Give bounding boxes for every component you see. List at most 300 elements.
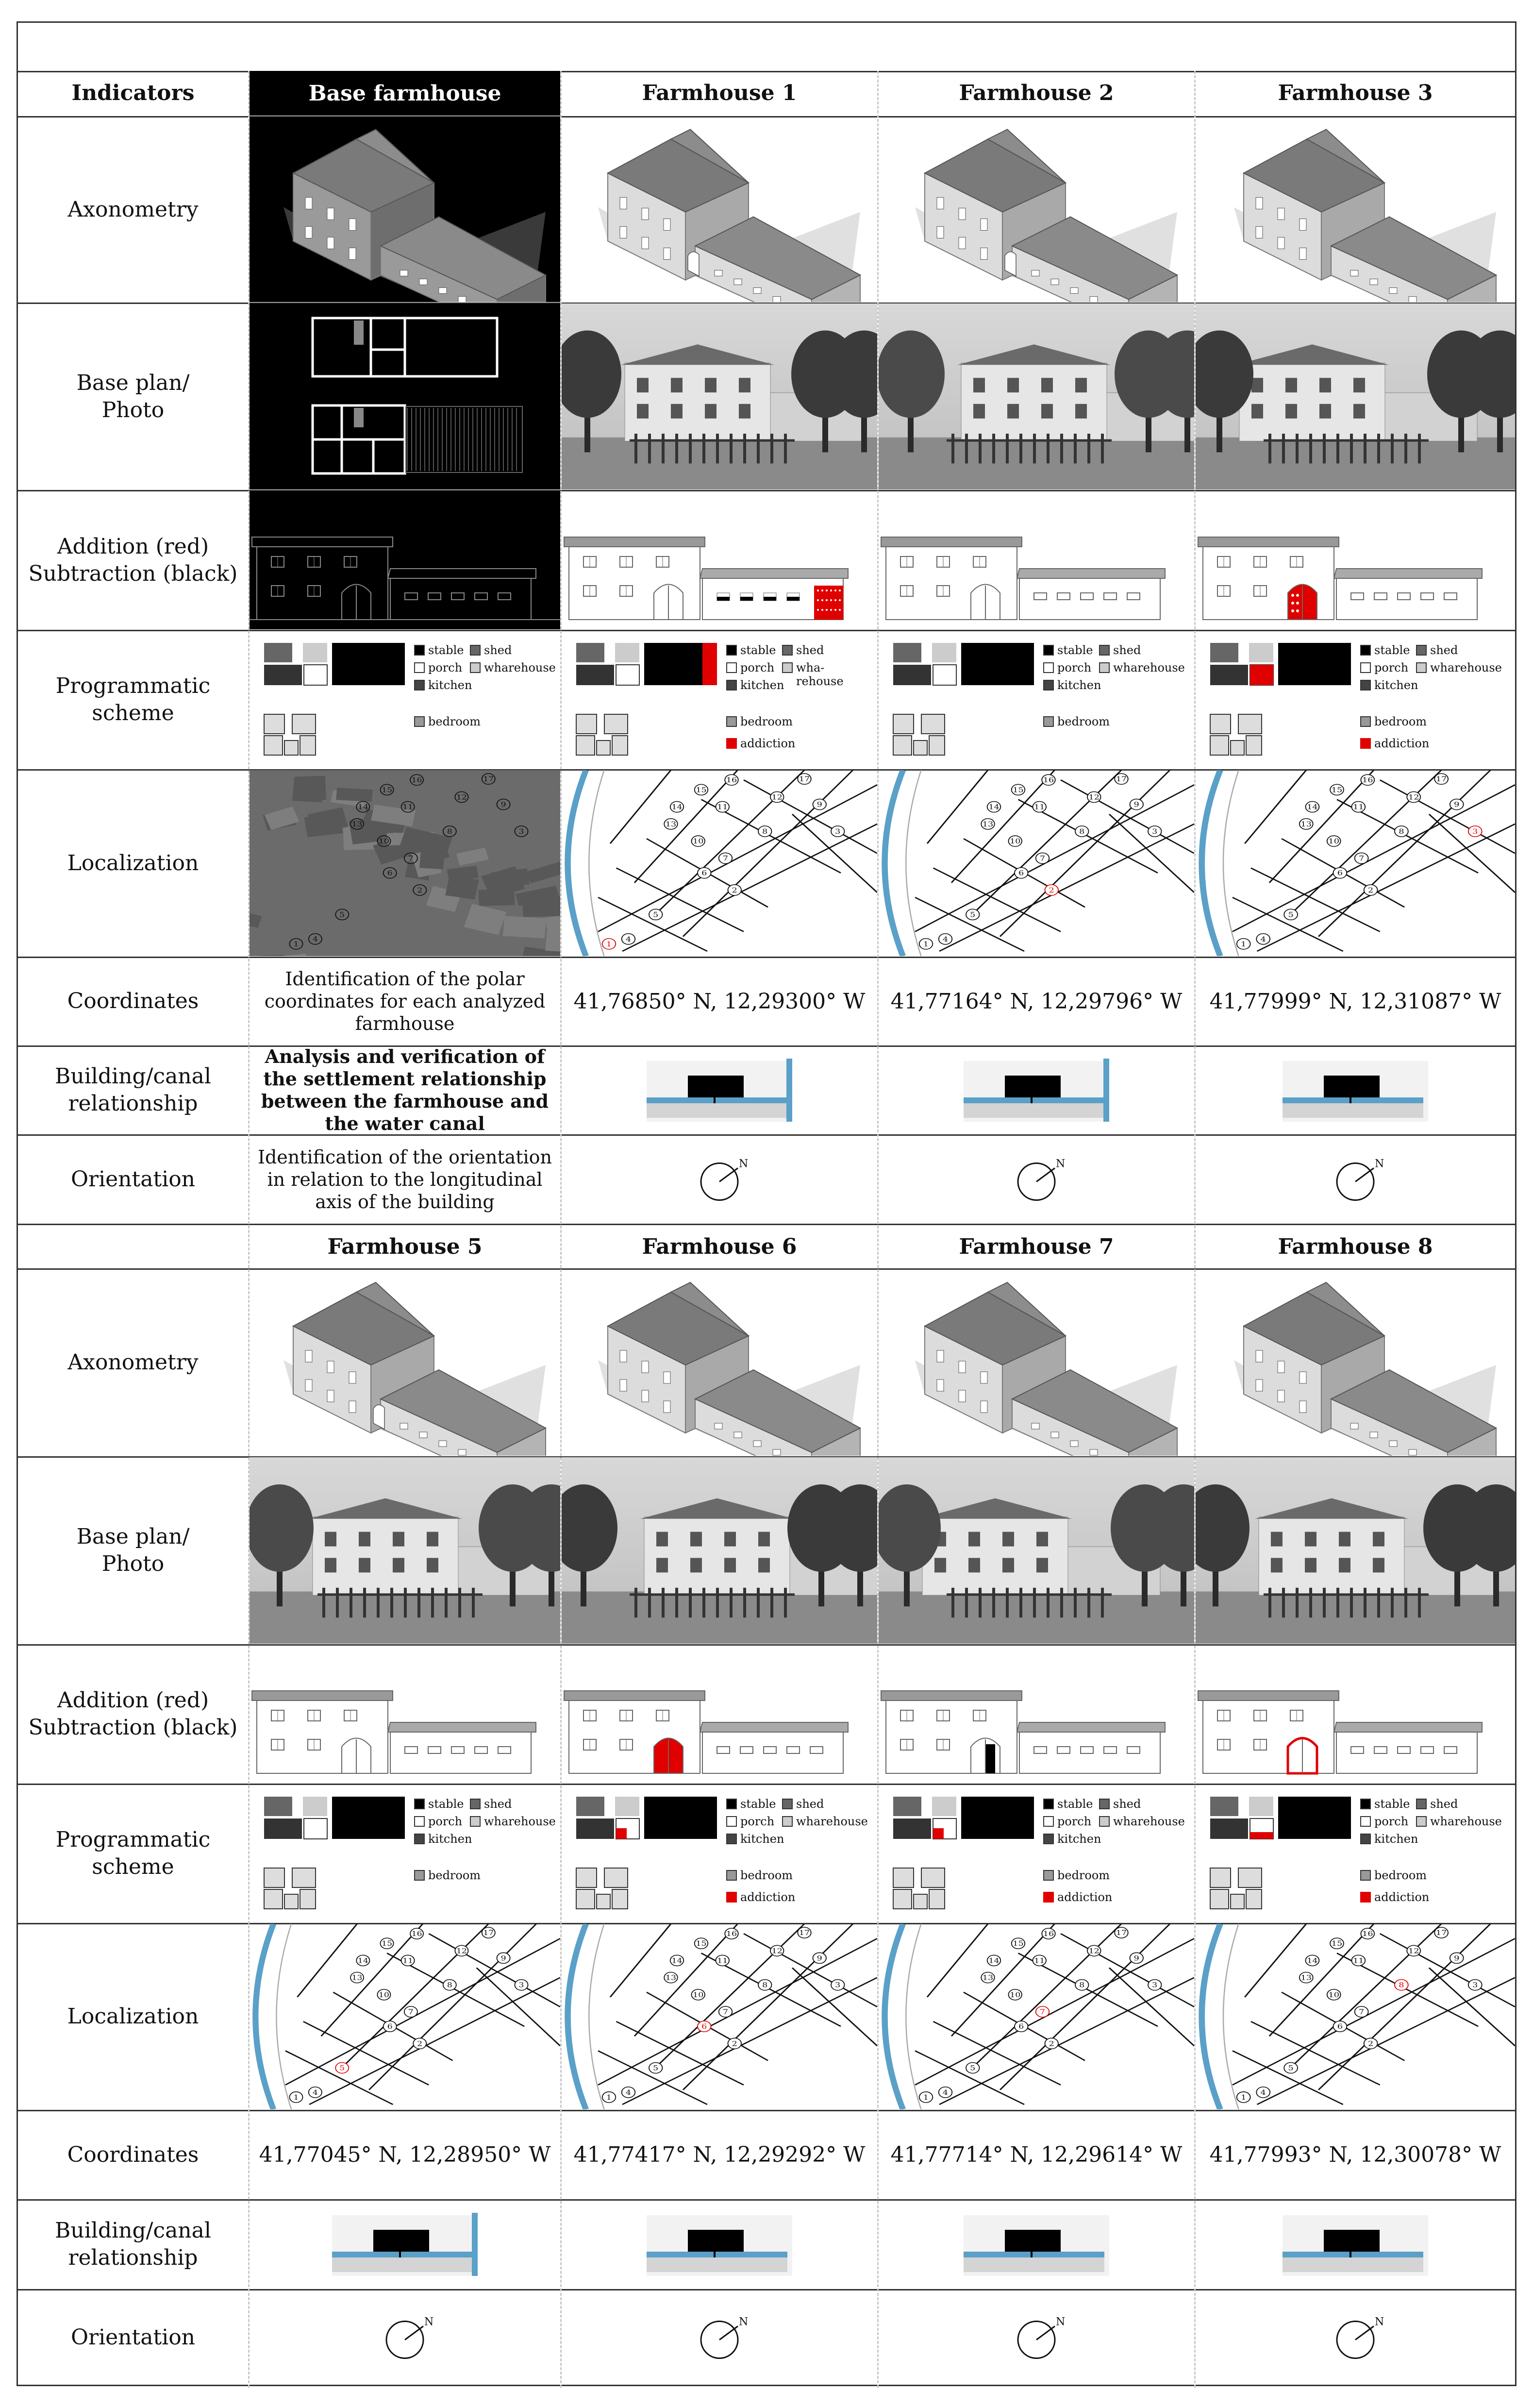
map-number: 4 (942, 935, 949, 943)
map-number: 7 (408, 854, 414, 863)
farmhouse-photo (879, 1457, 1194, 1644)
programmatic-cell (562, 631, 877, 769)
elevation-drawing (1196, 491, 1515, 629)
north-label: N (1056, 1158, 1066, 1170)
legend-label: kitchen (428, 1832, 472, 1846)
column-header: Base farmhouse (250, 71, 560, 116)
indicator-label: Addition (red) (57, 1688, 209, 1713)
canal-desc (250, 1046, 560, 1134)
indicator-axonometry (18, 1269, 248, 1456)
north-label: N (1056, 2316, 1066, 2328)
column-header: Farmhouse 3 (1278, 80, 1433, 105)
legend-label: porch (1057, 661, 1092, 674)
map-number: 5 (970, 910, 976, 919)
legend-label: porch (428, 1815, 463, 1828)
map-number: 14 (1307, 803, 1318, 811)
localization-cell (562, 770, 877, 956)
column-header: Farmhouse 2 (959, 80, 1114, 105)
orientation-cell (879, 2290, 1194, 2385)
coordinates-value (1196, 958, 1515, 1045)
legend-label: kitchen (1057, 678, 1101, 692)
cell-text: 41,77164° N, 12,29796° W (890, 989, 1183, 1014)
map-number: 15 (382, 785, 393, 794)
map-number: 11 (1034, 803, 1045, 811)
map-number: 14 (1307, 1956, 1318, 1965)
indicator-label: Axonometry (67, 1350, 199, 1375)
map-number: 13 (1300, 820, 1312, 828)
canal-cell (879, 1046, 1194, 1134)
legend-label: bedroom (428, 715, 481, 728)
map-number: 10 (1010, 1990, 1021, 1999)
coordinates-value (879, 2111, 1194, 2199)
map-number: 8 (447, 1981, 452, 1989)
map-number: 15 (696, 786, 707, 794)
photo-cell (879, 303, 1194, 489)
map-number: 17 (799, 1928, 810, 1937)
cell-text: Identification of the orientation in relation to the longitudinal axis of the building (257, 1146, 552, 1212)
legend-label: kitchen (740, 678, 784, 692)
north-arrow-icon (879, 2290, 1194, 2385)
axonometry-cell (879, 117, 1194, 302)
column-header: Farmhouse 5 (327, 1234, 483, 1259)
localization-cell (562, 1924, 877, 2109)
elevation-cell (250, 1645, 560, 1783)
map-number: 5 (339, 2064, 345, 2072)
programmatic-scheme (562, 1785, 877, 1922)
map-number: 1 (606, 940, 612, 948)
map-number: 5 (970, 2064, 976, 2072)
map-number: 13 (982, 820, 994, 828)
cell-text: Identification of the polar coordinates for each analyzed farmhouse (264, 968, 546, 1034)
programmatic-cell (879, 631, 1194, 769)
map-number: 12 (1088, 793, 1100, 802)
map-number: 4 (312, 2088, 318, 2097)
photo-cell (1196, 1457, 1515, 1644)
cell-text: Analysis and verification of the settlement relationship between the farmhouse and the water canal (261, 1046, 549, 1134)
elevation-cell (879, 1645, 1194, 1783)
map-number: 16 (1362, 775, 1373, 784)
axonometry-cell (250, 1269, 560, 1456)
map-number: 9 (816, 800, 822, 809)
column-header: Farmhouse 6 (642, 1234, 797, 1259)
orientation-cell (879, 1135, 1194, 1223)
canal-relationship-diagram (562, 2200, 877, 2289)
canal-cell (1196, 1046, 1515, 1134)
map-number: 5 (653, 2064, 659, 2072)
elevation-cell (250, 491, 560, 629)
map-number: 2 (1049, 886, 1054, 894)
elevation-cell (1196, 491, 1515, 629)
legend-label: wharehouse (484, 661, 556, 674)
orientation-cell (562, 1135, 877, 1223)
indicator-building-canal (18, 1046, 248, 1134)
axonometry-cell (562, 117, 877, 302)
indicator-localization (18, 1924, 248, 2109)
map-number: 17 (1435, 775, 1447, 783)
cell-text: 41,77993° N, 12,30078° W (1209, 2142, 1501, 2167)
legend-label: porch (428, 661, 463, 674)
programmatic-cell (1196, 1785, 1515, 1922)
farmhouse-photo (562, 1457, 877, 1644)
map-number: 11 (1034, 1956, 1045, 1965)
elevation-drawing (879, 1645, 1194, 1783)
localization-cell (1196, 770, 1515, 956)
legend-label: shed (484, 643, 512, 657)
indicator-building-canal (18, 2200, 248, 2289)
legend-label: stable (1057, 1797, 1093, 1811)
map-number: 7 (722, 2007, 729, 2016)
map-number: 1 (1241, 940, 1247, 948)
photo-cell (1196, 303, 1515, 489)
indicator-label: Localization (67, 2004, 199, 2029)
indicator-base-plan-photo (18, 303, 248, 489)
map-number: 7 (722, 854, 729, 863)
legend-label: wharehouse (1113, 1815, 1185, 1828)
indicator-label: Base plan/ (76, 1524, 190, 1549)
legend-label: kitchen (1057, 1832, 1101, 1846)
orientation-cell (250, 2290, 560, 2385)
elevation-drawing (879, 491, 1194, 629)
map-number: 17 (483, 1928, 494, 1937)
legend-label: addiction (1057, 1890, 1113, 1904)
legend-label: bedroom (428, 1869, 481, 1882)
map-number: 9 (1133, 800, 1139, 809)
indicator-axonometry (18, 117, 248, 302)
indicator-addition-subtraction (18, 491, 248, 629)
axonometry-drawing (250, 117, 560, 302)
localization-map (1196, 1924, 1515, 2109)
legend-label: bedroom (740, 1869, 793, 1882)
map-number: 11 (402, 803, 414, 811)
map-number: 9 (1133, 1954, 1139, 1962)
localization-cell (879, 770, 1194, 956)
coordinates-value (562, 2111, 877, 2199)
map-number: 4 (312, 935, 318, 943)
indicator-orientation (18, 1135, 248, 1223)
north-arrow-icon (562, 2290, 877, 2385)
legend-label: porch (1374, 661, 1409, 674)
indicator-base-plan-photo (18, 1457, 248, 1644)
programmatic-scheme (879, 631, 1194, 769)
map-number: 11 (717, 1956, 728, 1965)
map-number: 4 (1260, 2088, 1266, 2097)
map-number: 15 (1331, 786, 1343, 794)
orientation-cell (562, 2290, 877, 2385)
map-number: 5 (1288, 910, 1294, 919)
map-number: 1 (293, 2093, 299, 2102)
map-number: 11 (402, 1956, 414, 1965)
map-number: 6 (1018, 2022, 1024, 2031)
base-plan-cell (250, 303, 560, 489)
legend-label: bedroom (1374, 715, 1427, 728)
map-number: 1 (923, 2093, 929, 2102)
orientation-cell (1196, 1135, 1515, 1223)
legend-label: stable (428, 643, 464, 657)
north-arrow-icon (562, 1135, 877, 1223)
column-header: Farmhouse 8 (1278, 1234, 1433, 1259)
north-arrow-icon (879, 1135, 1194, 1223)
map-number: 6 (1337, 2022, 1343, 2031)
cell-text: 41,77417° N, 12,29292° W (573, 2142, 866, 2167)
elevation-drawing (1196, 1645, 1515, 1783)
map-number: 3 (835, 1981, 841, 1989)
map-number: 8 (447, 827, 452, 836)
north-arrow-icon (1196, 1135, 1515, 1223)
legend-label: bedroom (1057, 1869, 1110, 1882)
map-number: 4 (625, 2088, 632, 2097)
map-number: 15 (696, 1939, 707, 1948)
axonometry-drawing (250, 1269, 560, 1456)
indicator-label: Photo (101, 397, 165, 422)
indicator-label: Orientation (70, 2324, 196, 2350)
axonometry-drawing (562, 1269, 877, 1456)
map-number: 13 (665, 820, 677, 828)
indicator-label: Axonometry (67, 197, 199, 222)
map-number: 6 (387, 869, 393, 877)
map-number: 16 (726, 775, 737, 784)
axonometry-cell (562, 1269, 877, 1456)
indicator-programmatic-scheme (18, 1785, 248, 1922)
legend-label: addiction (1374, 1890, 1430, 1904)
canal-relationship-diagram (1196, 2200, 1515, 2289)
map-number: 9 (1454, 800, 1460, 809)
indicator-label: Coordinates (67, 2142, 199, 2167)
indicator-label: Programmatic (55, 1827, 211, 1852)
map-number: 14 (671, 1956, 683, 1965)
indicator-label: Programmatic (55, 674, 211, 698)
map-number: 4 (942, 2088, 949, 2097)
map-number: 3 (1152, 827, 1158, 836)
legend-label: kitchen (1374, 678, 1418, 692)
legend-label: porch (1374, 1815, 1409, 1828)
photo-cell (562, 303, 877, 489)
map-number: 2 (417, 886, 423, 894)
map-number: 6 (387, 2022, 393, 2031)
indicator-coordinates (18, 2111, 248, 2199)
legend-label: addiction (740, 737, 796, 750)
map-number: 3 (835, 827, 841, 836)
indicator-addition-subtraction (18, 1645, 248, 1783)
legend-label: stable (740, 1797, 776, 1811)
map-number: 2 (1368, 2039, 1374, 2048)
map-number: 7 (1039, 854, 1046, 863)
elevation-cell (879, 491, 1194, 629)
map-number: 12 (771, 793, 783, 802)
canal-cell (250, 2200, 560, 2289)
axonometry-cell (1196, 117, 1515, 302)
map-number: 3 (1152, 1981, 1158, 1989)
programmatic-scheme (1196, 1785, 1515, 1922)
programmatic-cell (250, 631, 560, 769)
map-number: 4 (1260, 935, 1266, 943)
map-number: 8 (1399, 827, 1404, 836)
map-number: 14 (357, 803, 368, 811)
localization-cell (1196, 1924, 1515, 2109)
map-number: 10 (378, 1990, 389, 1999)
map-number: 7 (1039, 2007, 1046, 2016)
map-number: 1 (606, 2093, 612, 2102)
map-number: 10 (1328, 837, 1339, 845)
photo-cell (250, 1457, 560, 1644)
programmatic-scheme (250, 1785, 560, 1922)
localization-cell (250, 1924, 560, 2109)
indicator-label: Photo (101, 1551, 165, 1576)
north-arrow-icon (1196, 2290, 1515, 2385)
map-number: 16 (1043, 1929, 1054, 1938)
legend-label: stable (428, 1797, 464, 1811)
map-number: 3 (1472, 1981, 1478, 1989)
map-number: 5 (1288, 2064, 1294, 2072)
legend-label: stable (1057, 643, 1093, 657)
map-number: 16 (726, 1929, 737, 1938)
axonometry-drawing (879, 1269, 1194, 1456)
map-number: 2 (417, 2039, 423, 2048)
map-number: 17 (483, 775, 494, 783)
canal-relationship-diagram (1196, 1046, 1515, 1134)
legend-label: wharehouse (484, 1815, 556, 1828)
column-header: Farmhouse 1 (642, 80, 797, 105)
map-number: 12 (771, 1947, 783, 1955)
map-number: 10 (693, 1990, 704, 1999)
map-number: 15 (1331, 1939, 1343, 1948)
map-number: 13 (351, 820, 363, 828)
elevation-drawing (250, 491, 560, 629)
map-number: 9 (816, 1954, 822, 1962)
map-number: 10 (1328, 1990, 1339, 1999)
localization-map (562, 770, 877, 956)
elevation-drawing (250, 1645, 560, 1783)
farmhouse-photo (1196, 303, 1515, 489)
coordinates-value (562, 958, 877, 1045)
localization-map (879, 1924, 1194, 2109)
programmatic-cell (1196, 631, 1515, 769)
indicator-label: Subtraction (black) (28, 561, 238, 586)
programmatic-cell (250, 1785, 560, 1922)
legend-label: stable (1374, 643, 1410, 657)
legend-label: bedroom (740, 715, 793, 728)
canal-relationship-diagram (879, 2200, 1194, 2289)
top-band (18, 23, 1515, 72)
map-number: 9 (1454, 1954, 1460, 1962)
axonometry-cell (1196, 1269, 1515, 1456)
map-number: 15 (1013, 786, 1024, 794)
cell-text: 41,77045° N, 12,28950° W (259, 2142, 551, 2167)
map-number: 16 (411, 775, 422, 784)
indicator-label: Building/canal (55, 2218, 211, 2243)
map-number: 8 (762, 827, 768, 836)
cell-text: 41,77714° N, 12,29614° W (890, 2142, 1183, 2167)
legend-label: bedroom (1057, 715, 1110, 728)
legend-label: wharehouse (796, 1815, 868, 1828)
map-number: 16 (411, 1929, 422, 1938)
farmhouse-photo (562, 303, 877, 489)
map-number: 14 (988, 803, 1000, 811)
elevation-drawing (562, 1645, 877, 1783)
map-number: 14 (988, 1956, 1000, 1965)
canal-cell (1196, 2200, 1515, 2289)
map-number: 4 (625, 935, 632, 943)
map-number: 2 (1049, 2039, 1054, 2048)
axonometry-cell (879, 1269, 1194, 1456)
farmhouse-photo (250, 1457, 560, 1644)
north-label: N (424, 2316, 434, 2328)
legend-label: shed (484, 1797, 512, 1811)
north-arrow-icon (250, 2290, 560, 2385)
indicator-label: Orientation (70, 1166, 196, 1192)
canal-relationship-diagram (879, 1046, 1194, 1134)
programmatic-cell (562, 1785, 877, 1922)
map-number: 6 (701, 869, 707, 877)
legend-label: wharehouse (1113, 661, 1185, 674)
map-number: 8 (762, 1981, 768, 1989)
canal-relationship-diagram (250, 2200, 560, 2289)
map-number: 5 (339, 910, 345, 919)
axonometry-drawing (879, 117, 1194, 302)
elevation-cell (1196, 1645, 1515, 1783)
axonometry-drawing (562, 117, 877, 302)
programmatic-scheme (562, 631, 877, 769)
canal-cell (879, 2200, 1194, 2289)
indicator-programmatic-scheme (18, 631, 248, 769)
localization-cell (879, 1924, 1194, 2109)
north-label: N (739, 2316, 749, 2328)
map-number: 13 (351, 1973, 363, 1982)
legend-label: shed (1430, 643, 1458, 657)
indicator-label: scheme (92, 1854, 174, 1879)
legend-label: shed (796, 1797, 824, 1811)
indicator-label: Subtraction (black) (28, 1715, 238, 1740)
map-number: 11 (1353, 1956, 1364, 1965)
map-number: 8 (1399, 1981, 1404, 1989)
canal-cell (562, 2200, 877, 2289)
map-number: 9 (500, 800, 506, 809)
indicator-label: Base plan/ (76, 370, 190, 395)
coordinates-value (250, 2111, 560, 2199)
legend-label: wharehouse (1430, 1815, 1502, 1828)
map-number: 1 (1241, 2093, 1247, 2102)
localization-map (250, 770, 560, 956)
map-number: 14 (357, 1956, 368, 1965)
farmhouse-photo (879, 303, 1194, 489)
map-number: 3 (518, 827, 524, 836)
legend-label: rehouse (796, 674, 844, 688)
legend-label: wharehouse (1430, 661, 1502, 674)
map-number: 12 (456, 1946, 467, 1955)
orientation-cell (1196, 2290, 1515, 2385)
map-number: 13 (982, 1973, 994, 1982)
north-label: N (739, 1158, 749, 1170)
legend-label: shed (1430, 1797, 1458, 1811)
indicator-label: Addition (red) (57, 534, 209, 559)
map-number: 1 (293, 940, 299, 948)
elevation-cell (562, 491, 877, 629)
cell-text: 41,77999° N, 12,31087° W (1209, 989, 1501, 1014)
map-number: 2 (1368, 886, 1374, 894)
localization-map (1196, 770, 1515, 956)
map-number: 9 (500, 1953, 506, 1962)
map-number: 8 (1079, 1981, 1085, 1989)
legend-label: porch (1057, 1815, 1092, 1828)
legend-label: bedroom (1374, 1869, 1427, 1882)
map-number: 7 (1359, 854, 1365, 862)
map-number: 1 (923, 940, 929, 948)
map-number: 6 (1337, 869, 1343, 877)
farmhouse-photo (1196, 1457, 1515, 1644)
map-number: 6 (701, 2022, 707, 2031)
map-number: 13 (1300, 1973, 1312, 1982)
coordinates-value (879, 958, 1194, 1045)
indicator-label: Building/canal (55, 1064, 211, 1089)
